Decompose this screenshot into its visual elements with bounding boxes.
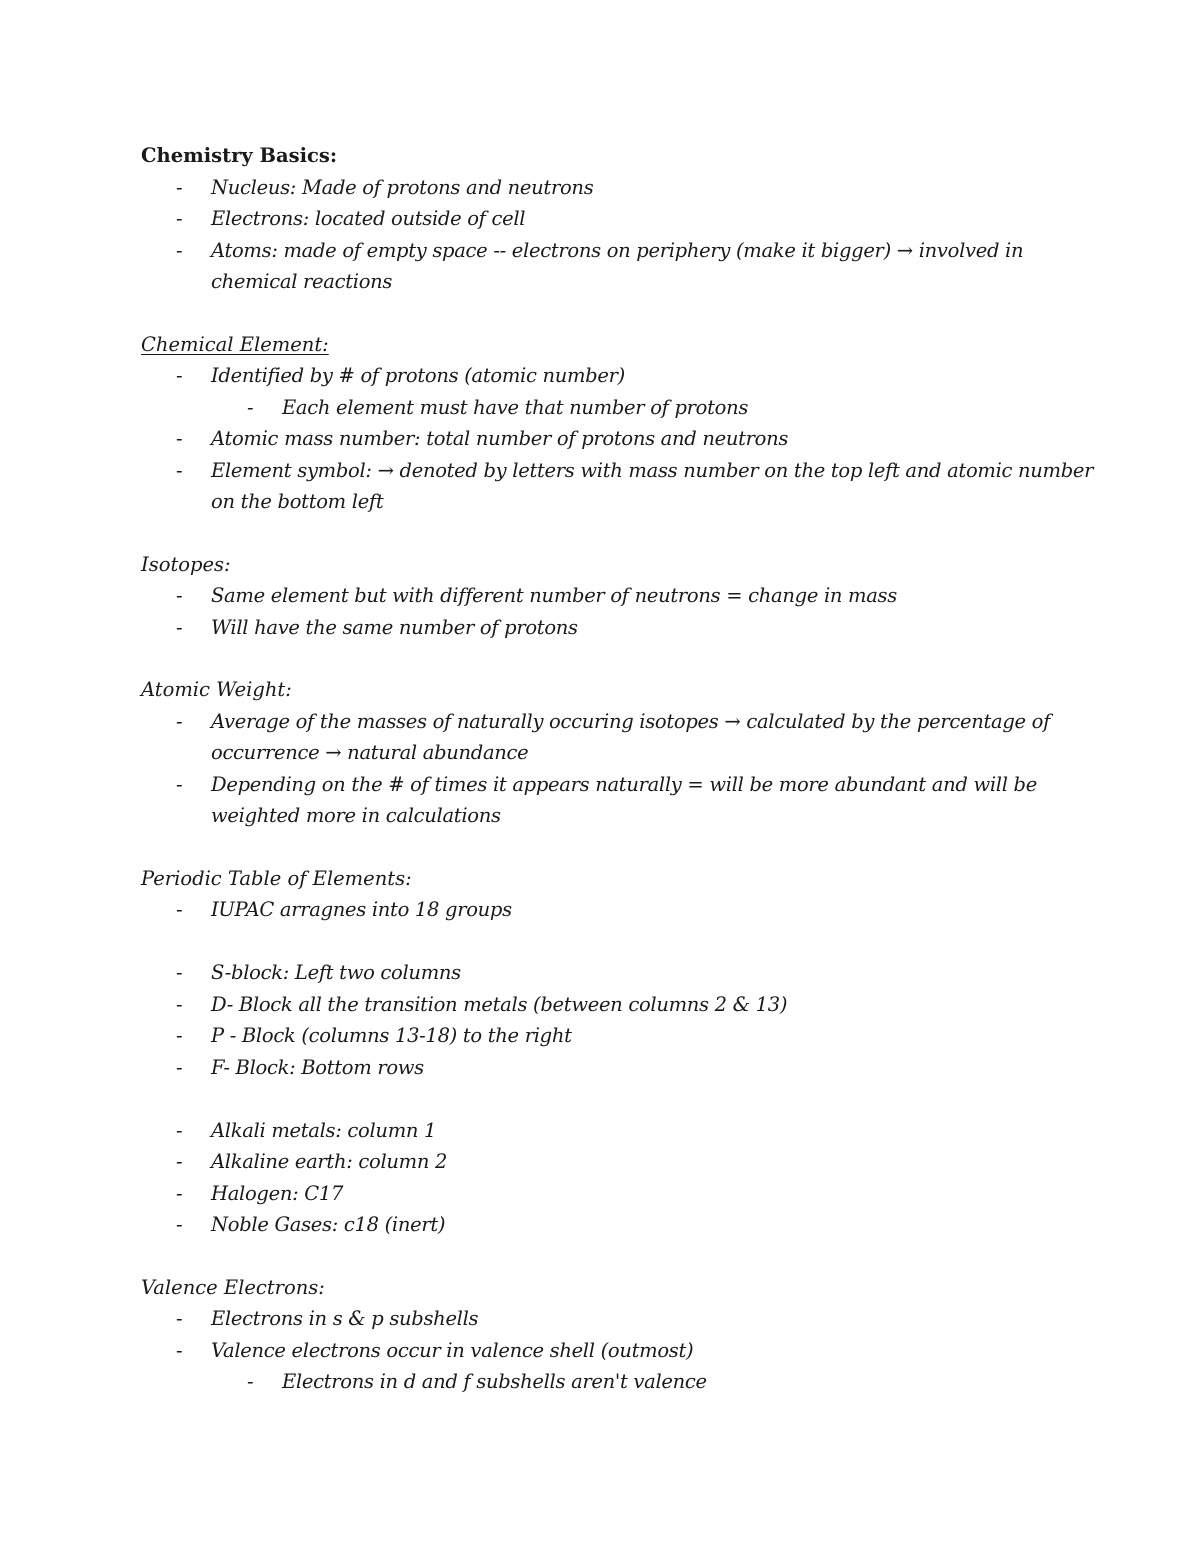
list-isotopes [141, 580, 1101, 643]
list-item [141, 1052, 1101, 1084]
bullet-dash: - [176, 1338, 183, 1362]
list-item-text: Valence electrons occur in valence shell (outmost) [211, 1338, 694, 1362]
bullet-dash: - [176, 772, 183, 796]
bullet-dash: - [176, 1181, 183, 1205]
list-item [141, 706, 1101, 769]
list-item [141, 1178, 1101, 1210]
list-item-text: Element symbol: → denoted by letters with mass number on the top left and atomic number on the bottom left [211, 458, 1094, 513]
bullet-dash: - [247, 395, 254, 419]
bullet-dash: - [176, 364, 183, 387]
list-item [141, 360, 1101, 392]
list-valence-electrons [141, 1303, 1101, 1398]
section-heading-chemical-element: Chemical Element: [141, 332, 329, 356]
list-item [141, 957, 1101, 989]
bullet-dash: - [176, 1307, 183, 1330]
list-item [141, 1146, 1101, 1178]
section-gap [141, 518, 1101, 549]
section-heading-atomic-weight: Atomic Weight: [141, 678, 292, 701]
list-item-text: Atomic mass number: total number of protons and neutrons [211, 427, 789, 450]
list-item-text: Depending on the # of times it appears naturally = will be more abundant and will be weighted more in calculations [211, 772, 1037, 827]
bullet-dash: - [247, 1370, 254, 1393]
bullet-dash: - [176, 615, 183, 639]
list-atomic-weight [141, 706, 1101, 832]
list-item-text: Nucleus: Made of protons and neutrons [211, 175, 594, 199]
section-gap [141, 643, 1101, 674]
list-item-text: Electrons: located outside of cell [211, 207, 526, 230]
section-heading-chemistry-basics: Chemistry Basics: [141, 144, 338, 167]
list-item-text: Alkali metals: column 1 [211, 1118, 437, 1142]
blank-line [141, 926, 1101, 958]
list-periodic-table [141, 894, 1101, 1241]
section-gap [141, 832, 1101, 863]
list-item-text: Alkaline earth: column 2 [211, 1150, 448, 1173]
section-heading-valence-electrons: Valence Electrons: [141, 1275, 325, 1299]
section-gap [141, 298, 1101, 329]
list-item [141, 1020, 1101, 1052]
bullet-dash: - [176, 709, 183, 733]
list-item [141, 235, 1101, 298]
bullet-dash: - [176, 1150, 183, 1173]
bullet-dash: - [176, 1055, 183, 1079]
list-item [141, 580, 1101, 612]
list-item [141, 612, 1101, 644]
bullet-dash: - [176, 961, 183, 984]
list-item-text: Identified by # of protons (atomic number) [211, 364, 625, 387]
bullet-dash: - [176, 175, 183, 199]
bullet-dash: - [176, 238, 183, 262]
bullet-dash: - [176, 207, 183, 230]
bullet-dash: - [176, 1118, 183, 1142]
list-item [141, 455, 1101, 518]
bullet-dash: - [176, 1213, 183, 1236]
list-chemical-element [141, 360, 1101, 518]
list-item-text: Electrons in s & p subshells [211, 1307, 479, 1330]
list-item-text: Noble Gases: c18 (inert) [211, 1213, 446, 1236]
list-item-text: Same element but with different number of neutrons = change in mass [211, 584, 897, 607]
section-heading-periodic-table: Periodic Table of Elements: [141, 866, 412, 890]
list-item [141, 203, 1101, 235]
list-item-text: Atoms: made of empty space -- electrons on periphery (make it bigger) → involved in chemical reactions [211, 238, 1024, 293]
list-item [141, 1335, 1101, 1367]
list-item-text: Will have the same number of protons [211, 615, 578, 639]
list-item-text: Each element must have that number of protons [282, 395, 749, 419]
list-item [141, 1209, 1101, 1241]
bullet-dash: - [176, 898, 183, 921]
list-subitem [141, 392, 1101, 424]
list-item-text: Halogen: C17 [211, 1181, 344, 1205]
list-subitem [141, 1366, 1101, 1398]
bullet-dash: - [176, 584, 183, 607]
bullet-dash: - [176, 1024, 183, 1047]
bullet-dash: - [176, 992, 183, 1016]
document-content [141, 140, 1101, 1398]
section-gap [141, 1241, 1101, 1272]
list-item [141, 769, 1101, 832]
section-heading-isotopes: Isotopes: [141, 552, 231, 576]
list-item-text: F- Block: Bottom rows [211, 1055, 424, 1079]
list-item-text: Average of the masses of naturally occuring isotopes → calculated by the percentage of occurrence → natural abundance [211, 709, 1051, 764]
list-item-text: IUPAC arragnes into 18 groups [211, 898, 512, 921]
list-item-text: P - Block (columns 13-18) to the right [211, 1024, 572, 1047]
blank-line [141, 1083, 1101, 1115]
bullet-dash: - [176, 427, 183, 450]
list-chemistry-basics [141, 172, 1101, 298]
bullet-dash: - [176, 458, 183, 482]
list-item [141, 1115, 1101, 1147]
list-item [141, 172, 1101, 204]
list-item [141, 423, 1101, 455]
list-item [141, 989, 1101, 1021]
list-item-text: D- Block all the transition metals (between columns 2 & 13) [211, 992, 788, 1016]
list-item [141, 894, 1101, 926]
list-item-text: S-block: Left two columns [211, 961, 461, 984]
list-item-text: Electrons in d and f subshells aren't valence [282, 1370, 707, 1393]
list-item [141, 1303, 1101, 1335]
